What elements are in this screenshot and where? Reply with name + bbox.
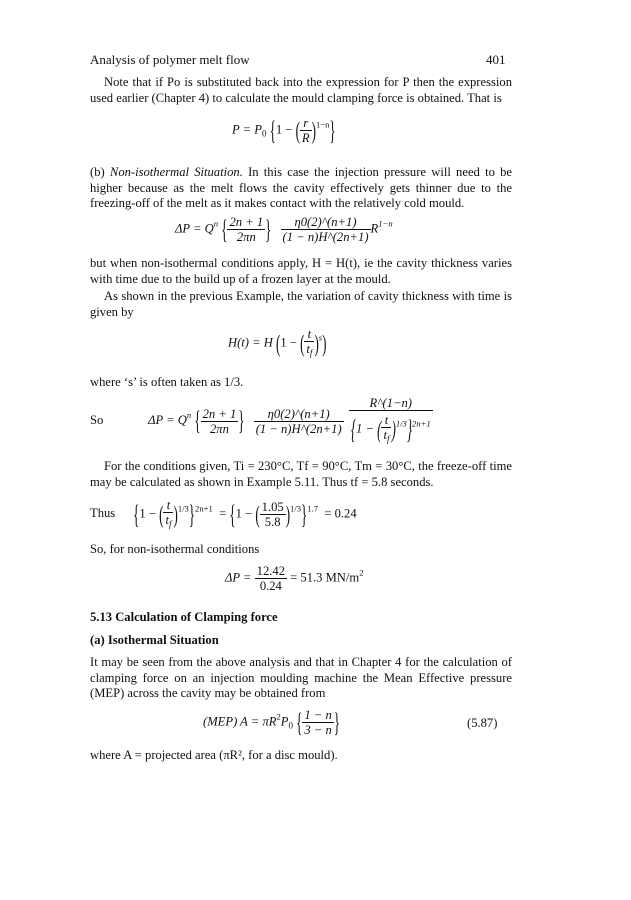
eq2-exp: n [213, 218, 219, 229]
eq7-den: 3 − n [304, 723, 332, 737]
eq1-num: r [303, 116, 309, 130]
eq4-f3-num: R^(1−n) [369, 396, 413, 410]
paragraph-2 [90, 165, 512, 212]
eq5-result: = 0.24 [324, 506, 357, 521]
paragraph-4: As shown in the previous Example, the variation of cavity thickness with time is given by [90, 289, 512, 319]
eq3-num: t [307, 327, 312, 341]
eq5-exp-a: 1/3 [177, 503, 189, 514]
eq3-exp: s [318, 332, 323, 343]
eq7-exp: 2 [276, 711, 281, 722]
eq5-label: Thus [90, 506, 116, 521]
eq5-exp-b: 2n+1 [195, 503, 213, 514]
eq1-sub: 0 [261, 128, 267, 139]
eq1-exp: 1−n [315, 119, 330, 130]
equation-1: $P = P_0$ {1 − ( $\frac{r}{R}$ )$^{1-n}$} [232, 113, 336, 146]
eq2-f1-num: 2n + 1 [229, 215, 264, 229]
para2-text: In this case the injection pressure will need to be higher because as the melt flows the cavity effectively gets thinner due to the freezing-off of the melt as it makes contact with the relatively cold mould. [90, 165, 512, 211]
eq4-outer-exp: 2n+1 [412, 418, 431, 429]
paragraph-3: but when non-isothermal conditions apply, H = H(t), ie the cavity thickness varies with time due to the build up of a frozen layer at the mould. [90, 256, 512, 286]
eq5-exp-c: 1.7 [307, 503, 319, 514]
paragraph-5: where ‘s’ is often taken as 1/3. [90, 375, 244, 389]
eq2-lhs: ΔP = Q [175, 221, 214, 236]
paragraph-1: Note that if Po is substituted back into the expression for P then the expression used earlier (Chapter 4) to calculate the mould clamping force is obtained. That is [90, 75, 512, 105]
eq6-lhs: ΔP = [225, 570, 252, 585]
eq5-num2: 1.05 [261, 500, 284, 514]
equation-number: (5.87) [467, 716, 498, 730]
equation-4: So $\Delta P = Q^n$ { $\frac{2n + 1}{2\pi n}$ } $\frac{\eta 0(2)\^{}(n+1)}{(1 - n)H\^{}(2n+1)}$ R^(1−n) {1 − ( $\frac{t}{t_f}$ )$^{1/3}$}$^{2n+1}$ [90, 396, 431, 445]
eq4-f2-den: (1 − n)H^(2n+1) [255, 421, 342, 436]
para2-label: (b) [90, 165, 105, 179]
eq6-rhs-exp: 2 [359, 567, 364, 578]
eq4-f1-den: 2πn [201, 421, 239, 436]
eq4-exp: n [186, 409, 192, 420]
eq4-f2-num: η0(2)^(n+1) [267, 406, 330, 421]
section-heading: 5.13 Calculation of Clamping force [90, 610, 278, 624]
page-number: 401 [486, 52, 506, 67]
eq1-inner: 1 − [275, 122, 296, 137]
para2-italic: Non-isothermal Situation. [109, 165, 243, 179]
eq2-f2-den: (1 − n)H^(2n+1) [282, 230, 369, 244]
eq6-rhs: = 51.3 MN/m [290, 570, 360, 585]
eq7-p: P [280, 714, 289, 729]
paragraph-6: For the conditions given, Ti = 230°C, Tf = 90°C, Tm = 30°C, the freeze-off time may be calculated as shown in Example 5.11. Thus tf = 5.8 seconds. [90, 459, 512, 489]
section-subheading: (a) Isothermal Situation [90, 633, 219, 647]
eq4-label: So [90, 412, 104, 427]
eq7-lhs: (MEP) A = πR [203, 714, 277, 729]
equation-5: Thus {1 − ( $\frac{t}{t_f}$ )$^{1/3}$}$^{2n+1}$ = {1 − ( $\frac{1.05}{5.8}$ )$^{1/3}$}$^{1.7}$ = 0.24 [90, 497, 357, 530]
equation-2: $\Delta P = Q^n$ { $\frac{2n + 1}{2\pi n}$ } $\frac{\eta 0(2)\^{}(n+1)}{(1 - n)H\^{}(2n+1)}$ $R^{1-n}$ [175, 212, 393, 245]
eq6-num: 12.42 [256, 564, 286, 578]
eq5-den2: 5.8 [260, 514, 286, 529]
eq4-f1-num: 2n + 1 [202, 406, 237, 421]
eq3-lhs: H(t) = H [228, 335, 273, 350]
eq4-lhs: ΔP = Q [148, 412, 187, 427]
eq3-den-sub: f [309, 348, 313, 358]
paragraph-8: It may be seen from the above analysis and that in Chapter 4 for the calculation of clamping force on an injection moulding machine the Mean Effective pressure (MEP) across the cavity may be obtained from [90, 655, 512, 701]
eq7-p-sub: 0 [288, 720, 293, 731]
paragraph-7: So, for non-isothermal conditions [90, 542, 260, 556]
paragraph-9: where A = projected area (πR², for a disc mould). [90, 748, 338, 762]
eq7-num: 1 − n [304, 708, 332, 722]
eq2-f2-num: η0(2)^(n+1) [294, 215, 357, 229]
equation-3: H(t) = H (1 − ( $\frac{t}{t_f}$ )$^s$) [228, 327, 327, 358]
running-header: Analysis of polymer melt flow [90, 52, 250, 67]
eq2-tail: R [370, 221, 379, 236]
equation-6 [225, 564, 364, 593]
eq2-f1-den: 2πn [227, 229, 265, 244]
eq2-tail-exp: 1−n [378, 218, 393, 229]
eq1-lhs: P = P [232, 122, 262, 137]
eq6-den: 0.24 [255, 578, 287, 593]
eq4-inner-exp: 1/3 [395, 418, 407, 429]
eq1-den: R [301, 131, 310, 145]
eq3-den: t [306, 342, 310, 356]
equation-7: (MEP) $A = \pi R^2P_0$ { $\frac{1 - n}{3 - n}$ } [203, 705, 340, 738]
